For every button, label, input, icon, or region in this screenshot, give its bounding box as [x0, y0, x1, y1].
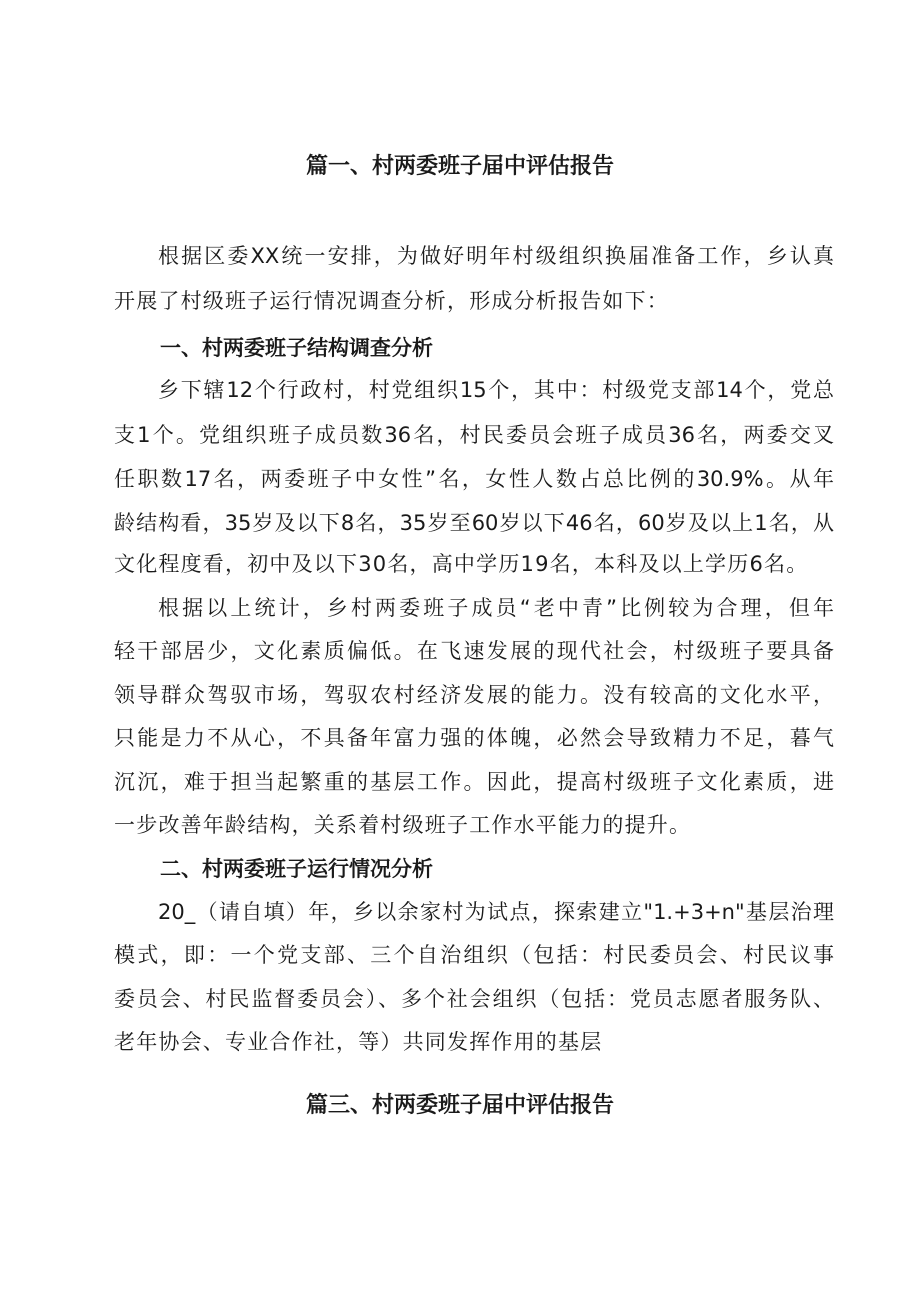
section1-para1-line-3: 任职数17名，两委班子中女性”名，女性人数占总比例的30.9%。从年: [114, 467, 834, 491]
section2-para1-line-1: 20_（请自填）年，乡以余家村为试点，探索建立"1.+3+n"基层治理: [158, 900, 834, 924]
intro-line-2: 开展了村级班子运行情况调查分析，形成分析报告如下：: [114, 289, 669, 313]
section1-para2-line-5: 沉沉，难于担当起繁重的基层工作。因此，提高村级班子文化素质，进: [114, 770, 834, 794]
document-title-1: 篇一、村两委班子届中评估报告: [305, 154, 614, 179]
section1-para2-line-6: 一步改善年龄结构，关系着村级班子工作水平能力的提升。: [114, 813, 692, 837]
section1-heading: 一、村两委班子结构调查分析: [160, 336, 433, 360]
section1-para1-line-5: 文化程度看，初中及以下30名，高中学历19名，本科及以上学历6名。: [114, 552, 809, 576]
section1-para2-line-3: 领导群众驾驭市场，驾驭农村经济发展的能力。没有较高的文化水平，: [114, 683, 834, 707]
section1-para1-line-4: 龄结构看，35岁及以下8名，35岁至60岁以下46名，60岁及以上1名，从: [114, 511, 834, 535]
section2-para1-line-3: 委员会、村民监督委员会）、多个社会组织（包括：党员志愿者服务队、: [114, 987, 834, 1011]
intro-line-1: 根据区委XX统一安排，为做好明年村级组织换届准备工作，乡认真: [158, 244, 834, 268]
section1-para1-line-1: 乡下辖12个行政村，村党组织15个，其中：村级党支部14个，党总: [158, 378, 834, 402]
section2-heading: 二、村两委班子运行情况分析: [160, 857, 433, 881]
section1-para2-line-4: 只能是力不从心，不具备年富力强的体魄，必然会导致精力不足，暮气: [114, 726, 834, 750]
section1-para2-line-2: 轻干部居少，文化素质偏低。在飞速发展的现代社会，村级班子要具备: [114, 639, 834, 663]
section1-para2-line-1: 根据以上统计，乡村两委班子成员“老中青”比例较为合理，但年: [158, 596, 834, 620]
document-title-3: 篇三、村两委班子届中评估报告: [305, 1093, 614, 1118]
section1-para1-line-2: 支1个。党组织班子成员数36名，村民委员会班子成员36名，两委交叉: [114, 423, 834, 447]
section2-para1-line-4: 老年协会、专业合作社，等）共同发挥作用的基层: [114, 1030, 603, 1054]
section2-para1-line-2: 模式，即：一个党支部、三个自治组织（包括：村民委员会、村民议事: [114, 943, 834, 967]
